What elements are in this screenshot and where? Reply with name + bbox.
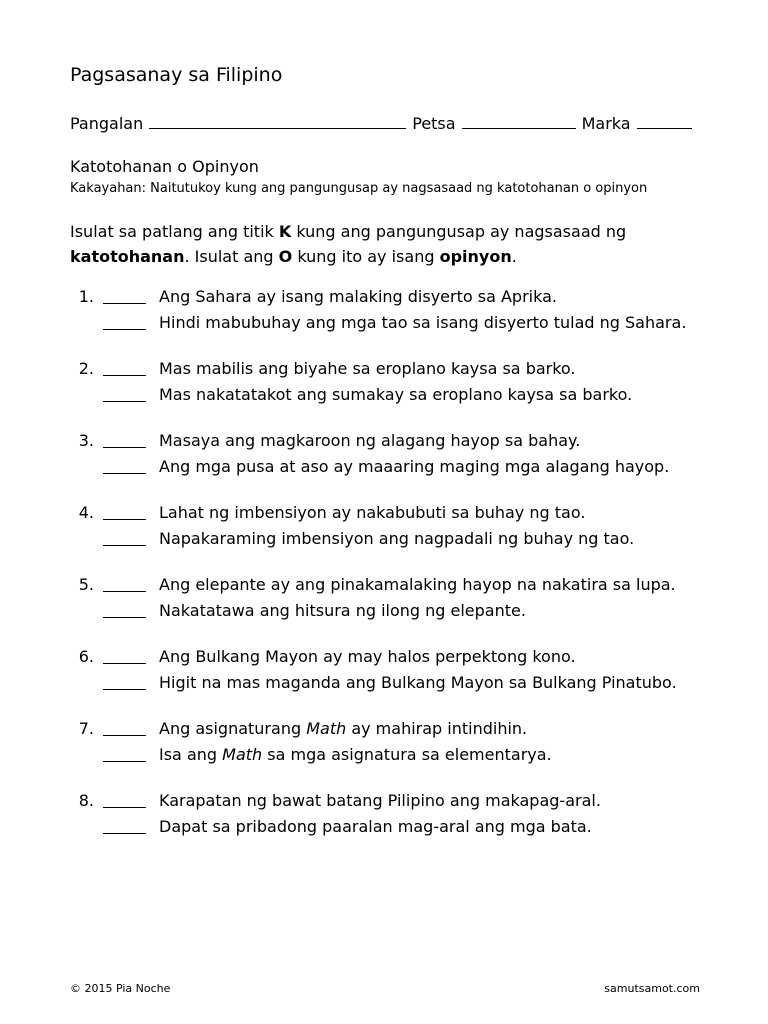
statement-text: Higit na mas maganda ang Bulkang Mayon sa Bulkang Pinatubo. bbox=[159, 673, 677, 692]
statement-line bbox=[70, 644, 720, 670]
statement-text: Mas nakatatakot ang sumakay sa eroplano kaysa sa barko. bbox=[159, 385, 633, 404]
copyright-text: © 2015 Pia Noche bbox=[70, 982, 171, 995]
item-number: 7. bbox=[78, 719, 94, 738]
answer-blank[interactable] bbox=[103, 375, 146, 376]
answer-blank[interactable] bbox=[103, 617, 146, 618]
exercise-item-5 bbox=[70, 572, 720, 624]
statement-line bbox=[70, 716, 720, 742]
statement-text: Nakatatawa ang hitsura ng ilong ng elepante. bbox=[159, 601, 526, 620]
exercise-item-6 bbox=[70, 644, 720, 696]
statement-text: Ang elepante ay ang pinakamalaking hayop na nakatira sa lupa. bbox=[159, 575, 676, 594]
statement-text bbox=[159, 742, 719, 768]
answer-blank[interactable] bbox=[103, 303, 146, 304]
worksheet-title: Pagsasanay sa Filipino bbox=[70, 64, 283, 86]
exercise-list bbox=[70, 284, 720, 860]
answer-blank[interactable] bbox=[103, 591, 146, 592]
statement-line bbox=[70, 670, 720, 696]
statement-text: Karapatan ng bawat batang Pilipino ang makapag-aral. bbox=[159, 791, 601, 810]
answer-blank[interactable] bbox=[103, 663, 146, 664]
statement-line bbox=[70, 428, 720, 454]
student-info-fields bbox=[70, 112, 698, 136]
statement-line bbox=[70, 382, 720, 408]
letter-o: O bbox=[278, 247, 293, 266]
statement-line bbox=[70, 500, 720, 526]
exercise-item-7 bbox=[70, 716, 720, 768]
score-blank bbox=[637, 112, 692, 129]
exercise-item-4 bbox=[70, 500, 720, 552]
statement-line bbox=[70, 572, 720, 598]
answer-blank[interactable] bbox=[103, 447, 146, 448]
statement-text: Ang Sahara ay isang malaking disyerto sa Aprika. bbox=[159, 287, 557, 306]
skill-description: Kakayahan: Naitutukoy kung ang pangungusap ay nagsasaad ng katotohanan o opinyon bbox=[70, 181, 648, 196]
statement-text: Ang mga pusa at aso ay maaaring maging mga alagang hayop. bbox=[159, 457, 670, 476]
word-opinion: opinyon bbox=[439, 247, 512, 266]
exercise-item-1 bbox=[70, 284, 720, 336]
answer-blank[interactable] bbox=[103, 689, 146, 690]
statement-text-part: Isa ang bbox=[159, 745, 223, 764]
instructions bbox=[70, 219, 710, 269]
exercise-item-8 bbox=[70, 788, 720, 840]
answer-blank[interactable] bbox=[103, 401, 146, 402]
statement-line bbox=[70, 788, 720, 814]
exercise-item-3 bbox=[70, 428, 720, 480]
statement-line bbox=[70, 526, 720, 552]
statement-emphasis: Math bbox=[222, 745, 263, 764]
statement-line bbox=[70, 742, 720, 768]
statement-text-part: ay mahirap intindihin. bbox=[346, 719, 528, 738]
letter-k: K bbox=[278, 222, 292, 241]
item-number: 6. bbox=[78, 647, 94, 666]
answer-blank[interactable] bbox=[103, 833, 146, 834]
item-number: 3. bbox=[78, 431, 94, 450]
item-number: 2. bbox=[78, 359, 94, 378]
answer-blank[interactable] bbox=[103, 473, 146, 474]
statement-text: Masaya ang magkaroon ng alagang hayop sa bahay. bbox=[159, 431, 581, 450]
statement-line bbox=[70, 814, 720, 840]
statement-text: Dapat sa pribadong paaralan mag-aral ang mga bata. bbox=[159, 817, 592, 836]
answer-blank[interactable] bbox=[103, 735, 146, 736]
word-fact: katotohanan bbox=[70, 247, 185, 266]
instructions-text-1: Isulat sa patlang ang titik bbox=[70, 222, 279, 241]
statement-text: Lahat ng imbensiyon ay nakabubuti sa buhay ng tao. bbox=[159, 503, 586, 522]
score-label: Marka bbox=[581, 114, 631, 133]
date-label: Petsa bbox=[412, 114, 456, 133]
site-url: samutsamot.com bbox=[604, 982, 700, 995]
instructions-text-4: kung ito ay isang bbox=[292, 247, 440, 266]
date-blank bbox=[462, 112, 576, 129]
statement-emphasis: Math bbox=[306, 719, 347, 738]
answer-blank[interactable] bbox=[103, 329, 146, 330]
instructions-text-3: . Isulat ang bbox=[184, 247, 279, 266]
statement-text: Mas mabilis ang biyahe sa eroplano kaysa sa barko. bbox=[159, 359, 576, 378]
statement-line bbox=[70, 356, 720, 382]
item-number: 1. bbox=[78, 287, 94, 306]
answer-blank[interactable] bbox=[103, 545, 146, 546]
name-blank bbox=[149, 112, 406, 129]
statement-text: Napakaraming imbensiyon ang nagpadali ng buhay ng tao. bbox=[159, 529, 635, 548]
statement-text-part: Ang asignaturang bbox=[159, 719, 307, 738]
statement-line bbox=[70, 310, 720, 336]
statement-text bbox=[159, 716, 719, 742]
statement-line bbox=[70, 284, 720, 310]
answer-blank[interactable] bbox=[103, 807, 146, 808]
statement-line bbox=[70, 454, 720, 480]
exercise-item-2 bbox=[70, 356, 720, 408]
statement-line bbox=[70, 598, 720, 624]
item-number: 4. bbox=[78, 503, 94, 522]
statement-text-part: sa mga asignatura sa elementarya. bbox=[262, 745, 552, 764]
section-title: Katotohanan o Opinyon bbox=[70, 157, 259, 176]
instructions-text-5: . bbox=[511, 247, 517, 266]
statement-text: Ang Bulkang Mayon ay may halos perpektong kono. bbox=[159, 647, 576, 666]
item-number: 5. bbox=[78, 575, 94, 594]
statement-text: Hindi mabubuhay ang mga tao sa isang disyerto tulad ng Sahara. bbox=[159, 313, 687, 332]
answer-blank[interactable] bbox=[103, 519, 146, 520]
answer-blank[interactable] bbox=[103, 761, 146, 762]
instructions-text-2: kung ang pangungusap ay nagsasaad ng bbox=[291, 222, 627, 241]
item-number: 8. bbox=[78, 791, 94, 810]
name-label: Pangalan bbox=[70, 114, 144, 133]
